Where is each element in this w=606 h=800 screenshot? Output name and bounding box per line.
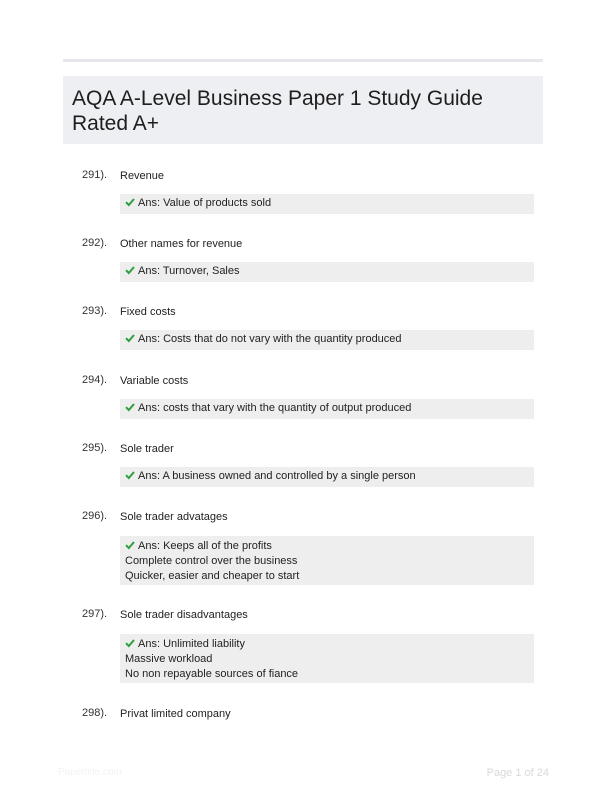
title-banner: [63, 76, 543, 144]
answer-box: [120, 262, 534, 282]
document-title: AQA A-Level Business Paper 1 Study Guide Rated A+: [72, 87, 483, 135]
answer-box: [120, 634, 534, 683]
question-text: Fixed costs: [120, 306, 176, 318]
footer-watermark: Papertitle.com: [58, 767, 122, 778]
question-text: Sole trader: [120, 443, 174, 455]
answer-text: Ans: Turnover, Sales: [138, 265, 240, 277]
answer-text: Ans: Keeps all of the profits: [138, 540, 272, 552]
question-number: 293).: [82, 305, 108, 317]
question-number: 291).: [82, 169, 108, 181]
question-text: Other names for revenue: [120, 238, 243, 250]
answer-line: [125, 196, 529, 211]
check-icon: [125, 470, 135, 480]
answer-text: Ans: A business owned and controlled by a single person: [138, 470, 416, 482]
check-icon: [125, 402, 135, 412]
answer-line: Complete control over the business: [125, 555, 298, 567]
answer-line: [125, 539, 529, 554]
check-icon: [125, 638, 135, 648]
answer-box: [120, 194, 534, 214]
top-divider: [63, 59, 543, 62]
check-icon: [125, 540, 135, 550]
answer-line: Quicker, easier and cheaper to start: [125, 570, 300, 582]
answer-line: [125, 469, 529, 484]
answer-box: [120, 330, 534, 350]
question-text: Privat limited company: [120, 708, 231, 720]
answer-box: [120, 399, 534, 419]
question-number: 295).: [82, 442, 108, 454]
check-icon: [125, 265, 135, 275]
question-text: Revenue: [120, 170, 165, 182]
answer-line: No non repayable sources of fiance: [125, 668, 299, 680]
question-number: 298).: [82, 707, 108, 719]
question-number: 294).: [82, 374, 108, 386]
question-number: 297).: [82, 608, 108, 620]
page-number: Page 1 of 24: [486, 767, 549, 779]
question-number: 292).: [82, 237, 108, 249]
answer-line: Massive workload: [125, 653, 213, 665]
answer-box: [120, 467, 534, 487]
answer-line: [125, 637, 529, 652]
check-icon: [125, 197, 135, 207]
answer-text: Ans: Value of products sold: [138, 197, 272, 209]
question-text: Sole trader disadvantages: [120, 609, 248, 621]
question-number: 296).: [82, 510, 108, 522]
answer-text: Ans: Unlimited liability: [138, 638, 245, 650]
question-text: Variable costs: [120, 375, 189, 387]
answer-text: Ans: Costs that do not vary with the quantity produced: [138, 333, 402, 345]
answer-box: [120, 536, 534, 585]
question-text: Sole trader advatages: [120, 511, 228, 523]
answer-text: Ans: costs that vary with the quantity of output produced: [138, 402, 412, 414]
answer-line: [125, 264, 529, 279]
answer-line: [125, 332, 529, 347]
answer-line: [125, 401, 529, 416]
check-icon: [125, 333, 135, 343]
